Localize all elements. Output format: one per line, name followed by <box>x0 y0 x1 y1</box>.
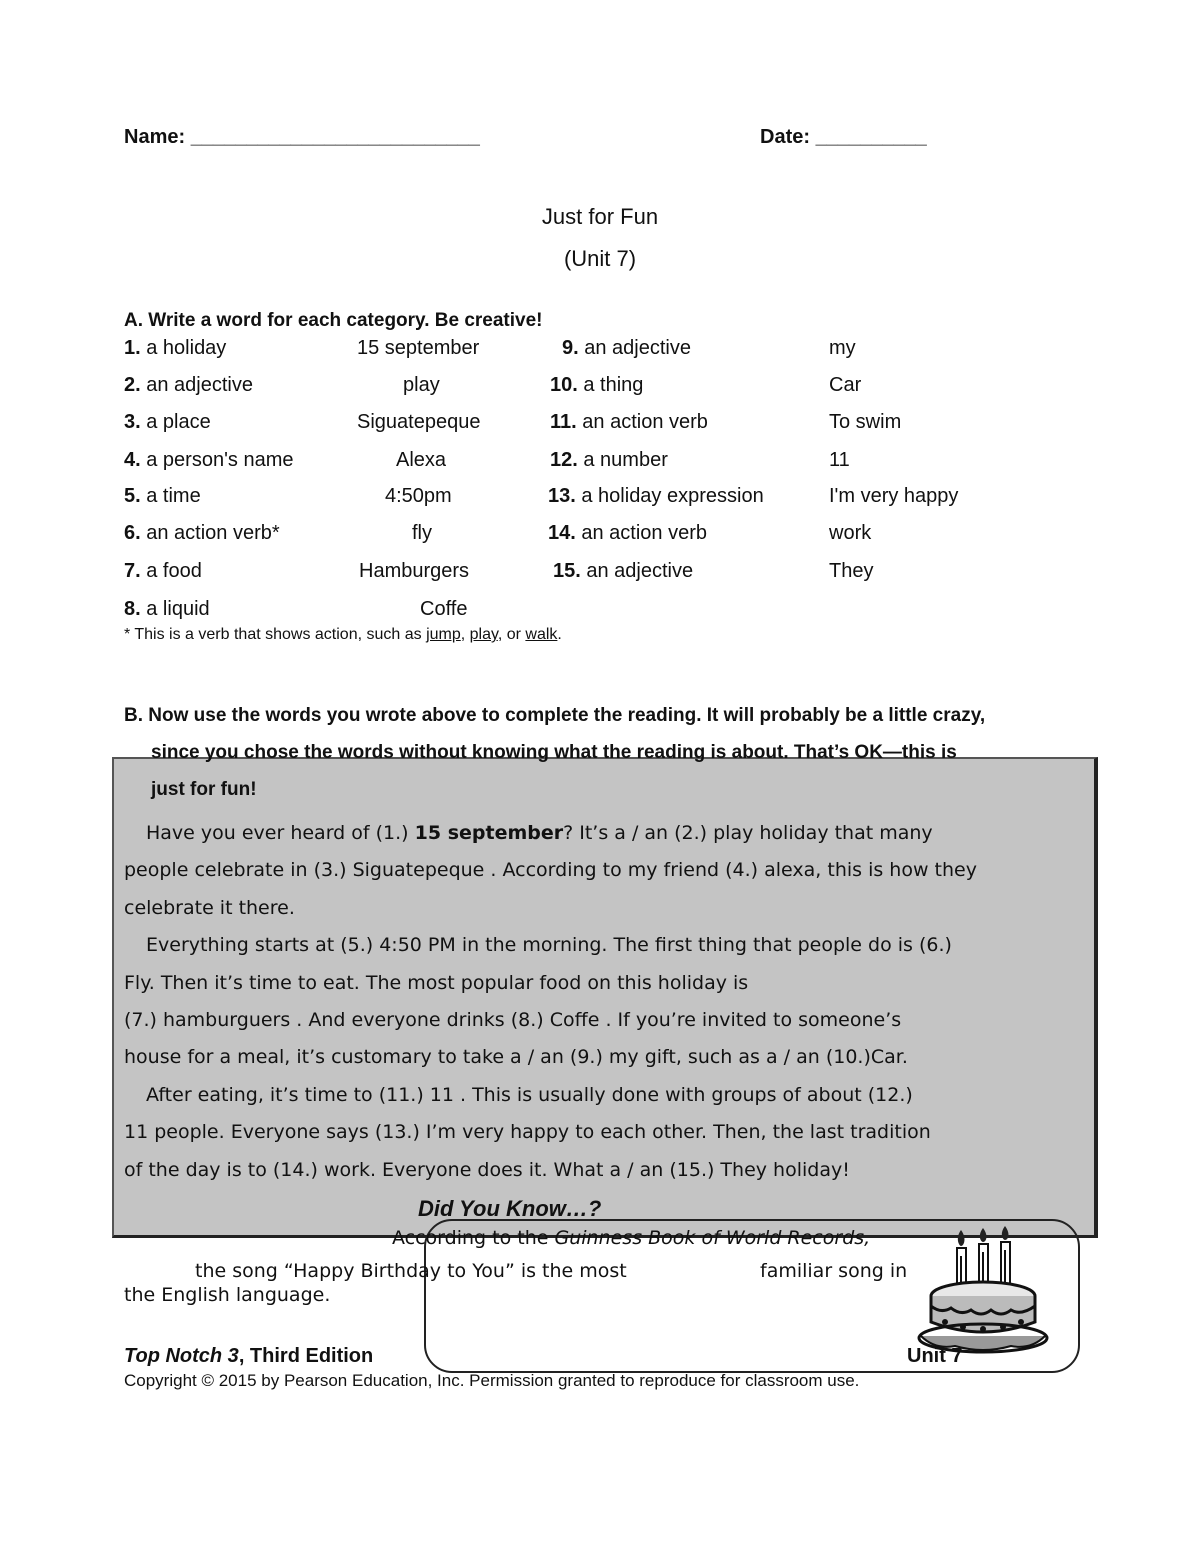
fact-line: the song “Happy Birthday to You” is the most <box>195 1260 627 1282</box>
reading-line: 11 people. Everyone says (13.) I’m very happy to each other. Then, the last tradition <box>124 1121 931 1144</box>
page-title: Just for Fun <box>541 204 659 229</box>
reading-line: (7.) hamburguers . And everyone drinks (8.) Coffe . If you’re invited to someone’s <box>124 1009 902 1032</box>
list-item: 3. a place <box>124 411 211 433</box>
answer-value: I'm very happy <box>829 485 959 507</box>
reading-line: After eating, it’s time to (11.) 11 . This is usually done with groups of about (12.) <box>146 1083 913 1106</box>
answer-value: work <box>829 522 872 544</box>
answer-value: Car <box>829 374 862 396</box>
answer-value: Coffe <box>420 598 468 620</box>
reading-line: celebrate it there. <box>124 896 295 919</box>
answer-value: play <box>403 374 440 396</box>
answer-value: They <box>829 560 874 582</box>
fact-line: According to the Guinness Book of World Records, <box>392 1227 871 1249</box>
reading-line: Fly. Then it’s time to eat. The most popular food on this holiday is <box>124 971 749 994</box>
birthday-cake-icon <box>915 1226 1050 1356</box>
fact-line: the English language. <box>124 1284 331 1306</box>
book-title: Top Notch 3, Third Edition <box>124 1345 374 1367</box>
list-item: 2. an adjective <box>124 374 253 396</box>
list-item: 6. an action verb* <box>124 522 280 544</box>
list-item: 11. an action verb <box>550 411 708 433</box>
reading-text <box>124 815 1099 1189</box>
list-item: 10. a thing <box>550 374 644 396</box>
name-field: Name: __________________________ <box>124 126 480 148</box>
list-item: 4. a person's name <box>124 449 294 471</box>
list-item: 13. a holiday expression <box>548 485 764 507</box>
answer-value: 4:50pm <box>385 485 452 507</box>
list-item: 8. a liquid <box>124 598 210 620</box>
answer-value: Siguatepeque <box>357 411 481 433</box>
reading-line: Have you ever heard of (1.) 15 september? It’s a / an (2.) play holiday that many <box>146 822 933 844</box>
fact-line: familiar song in <box>760 1260 908 1282</box>
list-item: 15. an adjective <box>553 560 694 582</box>
answer-value: To swim <box>829 411 902 433</box>
section-a-heading: A. Write a word for each category. Be creative! <box>124 310 543 331</box>
list-item: 5. a time <box>124 485 201 507</box>
answer-value: 15 september <box>357 337 480 359</box>
answer-value: Hamburgers <box>359 560 470 582</box>
reading-line: of the day is to (14.) work. Everyone does it. What a / an (15.) They holiday! <box>124 1158 850 1181</box>
copyright: Copyright © 2015 by Pearson Education, Inc. Permission granted to reproduce for classroom use. <box>124 1371 860 1390</box>
answer-value: Alexa <box>396 449 447 471</box>
date-field: Date: __________ <box>760 126 927 148</box>
page-subtitle: (Unit 7) <box>563 246 637 271</box>
answer-value: my <box>829 337 856 359</box>
list-item: 12. a number <box>550 449 668 471</box>
reading-line: people celebrate in (3.) Siguatepeque . According to my friend (4.) alexa, this is how they <box>124 859 977 882</box>
list-item: 7. a food <box>124 560 202 582</box>
footnote: * This is a verb that shows action, such as jump, play, or walk. <box>124 626 562 643</box>
answer-value: 11 <box>829 449 850 471</box>
reading-line: house for a meal, it’s customary to take a / an (9.) my gift, such as a / an (10.)Car. <box>124 1046 908 1069</box>
section-b-instructions: B. Now use the words you wrote above to complete the reading. It will probably be a little crazy, since you chose the words without knowing what the reading is about. That’s OK—this is just for fun! <box>124 705 986 800</box>
list-item: 14. an action verb <box>548 522 708 544</box>
list-item: 9. an adjective <box>562 337 691 359</box>
unit-label: Unit 7 <box>907 1345 963 1367</box>
answer-value: fly <box>412 522 432 544</box>
reading-line: Everything starts at (5.) 4:50 PM in the morning. The first thing that people do is (6.) <box>146 934 952 957</box>
list-item: 1. a holiday <box>124 337 227 359</box>
did-you-know-heading: Did You Know…? <box>418 1196 602 1221</box>
